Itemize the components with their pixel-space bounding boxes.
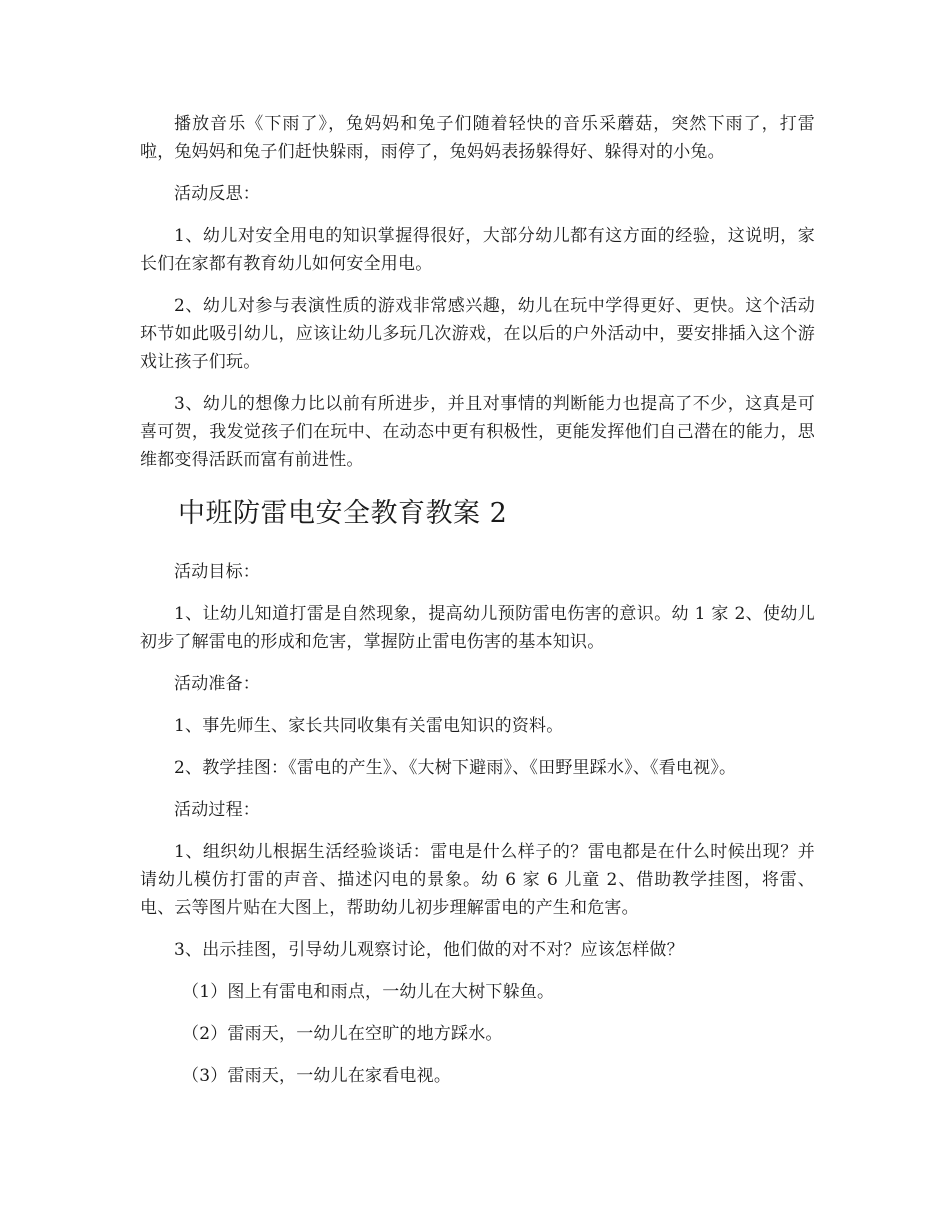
section-title: 中班防雷电安全教育教案 2: [178, 498, 508, 529]
sub-item-1: （1）图上有雷电和雨点，一幼儿在大树下躲鱼。: [182, 982, 555, 1002]
prep-label: 活动准备：: [174, 674, 260, 694]
reflection-label: 活动反思：: [174, 184, 260, 204]
goal-paragraph-1: 1、让幼儿知道打雷是自然现象，提高幼儿预防雷电伤害的意识。幼 1 家 2、使幼儿初步了解雷电的形成和危害，掌握防止雷电伤害的基本知识。: [140, 604, 815, 652]
goal-label: 活动目标：: [174, 562, 260, 582]
process-paragraph-3: 3、出示挂图，引导幼儿观察讨论，他们做的对不对？应该怎样做？: [174, 940, 684, 960]
sub-item-2: （2）雷雨天，一幼儿在空旷的地方踩水。: [182, 1024, 503, 1044]
intro-paragraph: 播放音乐《下雨了》，兔妈妈和兔子们随着轻快的音乐采蘑菇，突然下雨了，打雷啦，兔妈妈和兔子们赶快躲雨，雨停了，兔妈妈表扬躲得好、躲得对的小兔。: [140, 114, 815, 162]
reflection-paragraph-1: 1、幼儿对安全用电的知识掌握得很好，大部分幼儿都有这方面的经验，这说明，家长们在家都有教育幼儿如何安全用电。: [140, 226, 815, 274]
prep-paragraph-1: 1、事先师生、家长共同收集有关雷电知识的资料。: [174, 716, 564, 736]
sub-item-3: （3）雷雨天，一幼儿在家看电视。: [182, 1066, 452, 1086]
process-label: 活动过程：: [174, 800, 260, 820]
process-paragraph-1: 1、组织幼儿根据生活经验谈话：雷电是什么样子的？雷电都是在什么时候出现？并请幼儿模仿打雷的声音、描述闪电的景象。幼 6 家 6 儿童 2、借助教学挂图，将雷、电、云等图片贴在大图上，帮助幼儿初步理解雷电的产生和危害。: [140, 842, 815, 918]
reflection-paragraph-2: 2、幼儿对参与表演性质的游戏非常感兴趣，幼儿在玩中学得更好、更快。这个活动环节如此吸引幼儿，应该让幼儿多玩几次游戏，在以后的户外活动中，要安排插入这个游戏让孩子们玩。: [140, 296, 815, 372]
reflection-paragraph-3: 3、幼儿的想像力比以前有所进步，并且对事情的判断能力也提高了不少，这真是可喜可贺，我发觉孩子们在玩中、在动态中更有积极性，更能发挥他们自己潜在的能力，思维都变得活跃而富有前进性。: [140, 394, 815, 470]
document-page: [140, 110, 815, 1090]
prep-paragraph-2: 2、教学挂图：《雷电的产生》、《大树下避雨》、《田野里踩水》、《看电视》。: [174, 758, 737, 778]
